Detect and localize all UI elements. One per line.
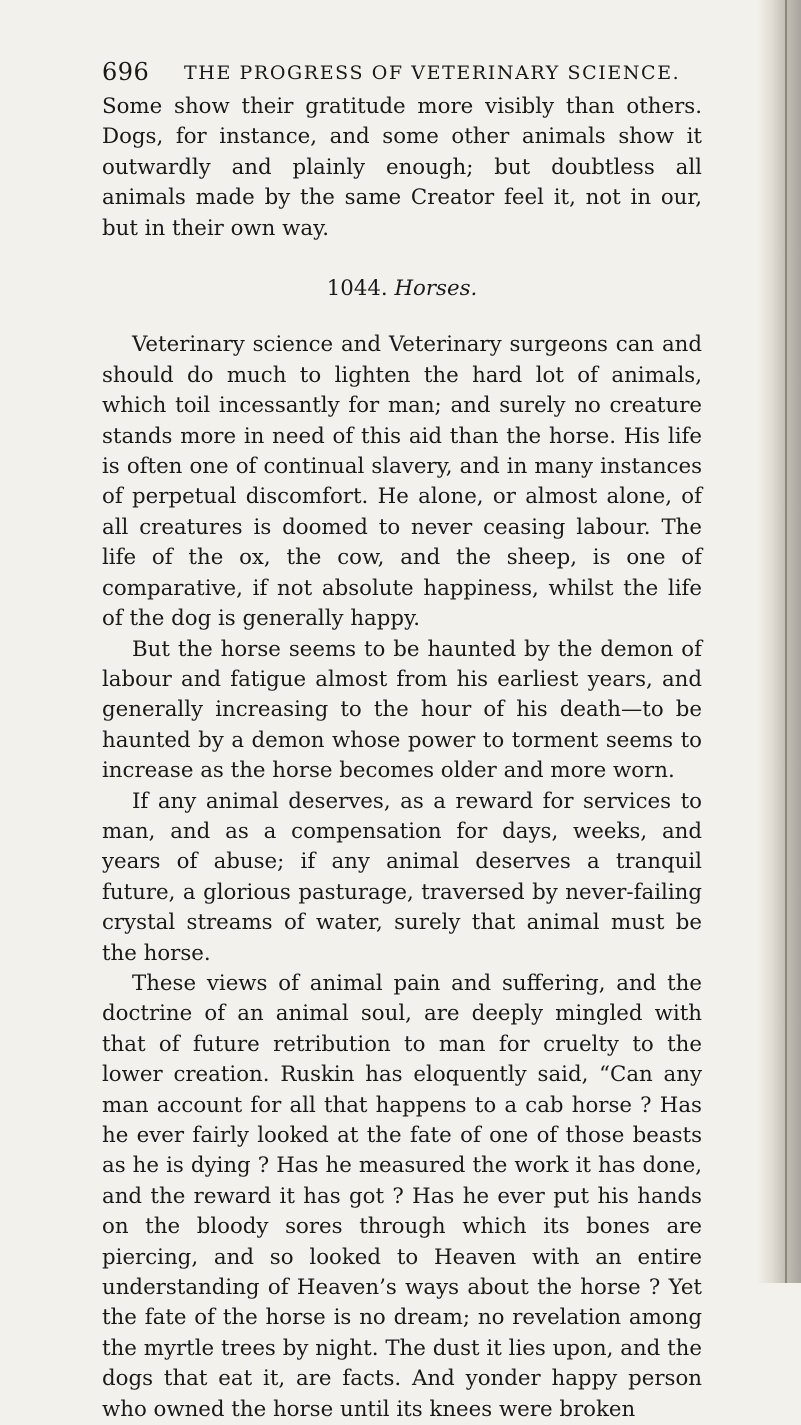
section-number: 1044. <box>326 276 388 302</box>
body-text <box>102 92 702 1425</box>
section-title: Horses. <box>394 276 478 302</box>
paragraph-reward: If any animal deserves, as a reward for services to man, and as a compensation for days, weeks, and years of abuse; if any animal deserves a tranquil future, a glorious pasturage, traversed by never-failing crystal streams of water, surely that animal must be the horse. <box>102 788 702 966</box>
page-edge-shadow <box>757 0 801 1283</box>
page-number: 696 <box>102 58 150 86</box>
paragraph-ruskin-quote: These views of animal pain and suffering, and the doctrine of an animal soul, are deeply mingled with that of future retribution to man for cruelty to the lower creation. Ruskin has eloquently said, “Can any man account for all that happens to a cab horse ? Has he ever fairly looked at the fate of one of those beasts as he is dying ? Has he measured the work it has done, and the reward it has got ? Has he ever put his hands on the bloody sores through which its bones are piercing, and so looked to Heaven with an entire understanding of Heaven’s ways about the horse ? Yet the fate of the horse is no dream; no revelation among the myrtle trees by night. The dust it lies upon, and the dogs that eat it, are facts. And yonder happy person who owned the horse until its knees were broken <box>102 970 702 1422</box>
section-heading <box>102 274 702 304</box>
page-edge-line <box>785 0 787 1283</box>
running-title: THE PROGRESS OF VETERINARY SCIENCE. <box>184 62 681 84</box>
paragraph-demon-of-labour: But the horse seems to be haunted by the demon of labour and fatigue almost from his earliest years, and generally increasing to the hour of his death—to be haunted by a demon whose power to torment seems to increase as the horse becomes older and more worn. <box>102 636 702 784</box>
running-header <box>102 58 702 90</box>
paragraph-gratitude: Some show their gratitude more visibly than others. Dogs, for instance, and some other animals show it outwardly and plainly enough; but doubtless all animals made by the same Creator feel it, not in our, but in their own way. <box>102 94 702 241</box>
paragraph-veterinary-science: Veterinary science and Veterinary surgeons can and should do much to lighten the hard lot of animals, which toil incessantly for man; and surely no creature stands more in need of this aid than the horse. His life is often one of continual slavery, and in many instances of perpetual discomfort. He alone, or almost alone, of all creatures is doomed to never ceasing labour. The life of the ox, the cow, and the sheep, is one of comparative, if not absolute happiness, whilst the life of the dog is generally happy. <box>102 332 702 632</box>
